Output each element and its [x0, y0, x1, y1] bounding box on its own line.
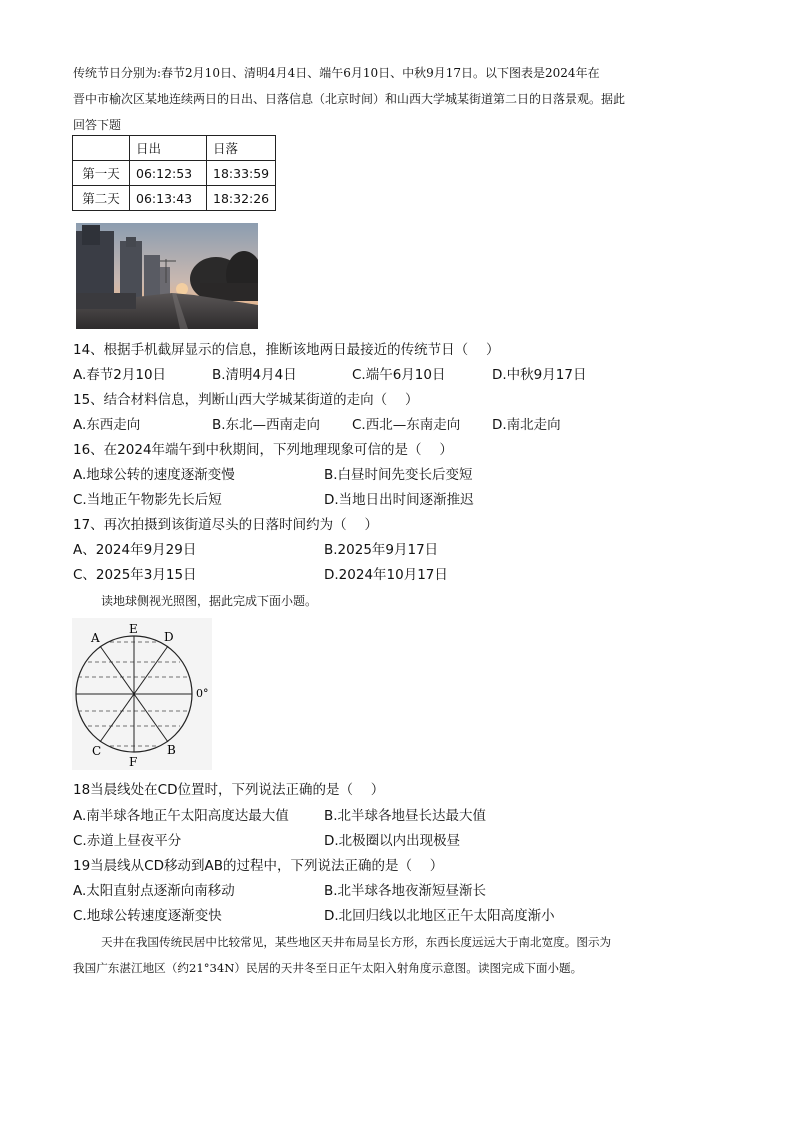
option: B.北半球各地夜渐短昼渐长 [324, 883, 487, 899]
option: C.当地正午物影先长后短 [73, 492, 222, 508]
intro-paragraph-1 [73, 60, 723, 138]
table-cell-sunrise: 06:13:43 [130, 186, 207, 211]
sunset-street-photo [76, 223, 258, 329]
option: A.地球公转的速度逐渐变慢 [73, 467, 235, 483]
table-header-cell: 日落 [207, 136, 276, 161]
intro-paragraph-3 [73, 929, 723, 981]
label-B: B [167, 743, 176, 757]
question-19 [73, 856, 443, 876]
option: D.北回归线以北地区正午太阳高度渐小 [324, 908, 555, 924]
table-header-cell [73, 136, 130, 161]
intro3-line-1: 天井在我国传统民居中比较常见，某些地区天井布局呈长方形，东西长度远远大于南北宽度。图示为 [101, 935, 612, 949]
option: A.太阳直射点逐渐向南移动 [73, 883, 235, 899]
question-14 [73, 340, 499, 360]
option: D.中秋9月17日 [492, 367, 587, 383]
intro3-line-2: 我国广东湛江地区（约21°34N）民居的天井冬至日正午太阳入射角度示意图。读图完成下面小题。 [73, 961, 583, 975]
option: D.当地日出时间逐渐推迟 [324, 492, 474, 508]
option: A.东西走向 [73, 417, 141, 433]
option: B.白昼时间先变长后变短 [324, 467, 473, 483]
option: A.春节2月10日 [73, 367, 167, 383]
question-stem: 14、根据手机截屏显示的信息，推断该地两日最接近的传统节日（ ） [73, 342, 500, 358]
intro-line-1: 传统节日分别为:春节2月10日、清明4月4日、端午6月10日、中秋9月17日。以下图表是2024年在 [73, 66, 600, 80]
label-D: D [164, 630, 174, 644]
intro-paragraph-2: 读地球侧视光照图，据此完成下面小题。 [101, 594, 318, 608]
option: C.地球公转速度逐渐变快 [73, 908, 222, 924]
table-row [73, 161, 276, 186]
option: A.南半球各地正午太阳高度达最大值 [73, 808, 289, 824]
option: D.2024年10月17日 [324, 567, 448, 583]
option: C.赤道上昼夜平分 [73, 833, 182, 849]
option: B.北半球各地昼长达最大值 [324, 808, 487, 824]
sunrise-sunset-table [72, 135, 276, 211]
label-C: C [92, 744, 102, 758]
question-18 [73, 780, 384, 800]
label-F: F [129, 755, 138, 769]
question-stem: 19当晨线从CD移动到AB的过程中，下列说法正确的是（ ） [73, 858, 444, 874]
label-E: E [129, 622, 138, 636]
table-cell-day: 第一天 [73, 161, 130, 186]
option: A、2024年9月29日 [73, 542, 197, 558]
option: D.南北走向 [492, 417, 561, 433]
intro-line-3: 回答下题 [73, 118, 122, 132]
photo-illustration [76, 223, 258, 329]
option: C.端午6月10日 [352, 367, 446, 383]
earth-illumination-diagram [72, 618, 212, 770]
question-15 [73, 390, 418, 410]
table-cell-day: 第二天 [73, 186, 130, 211]
label-equator: 0° [196, 687, 209, 700]
option: D.北极圈以内出现极昼 [324, 833, 461, 849]
diagram-svg [72, 618, 212, 770]
question-stem: 15、结合材料信息，判断山西大学城某街道的走向（ ） [73, 392, 419, 408]
question-17 [73, 515, 378, 535]
option: B.东北—西南走向 [212, 417, 321, 433]
table-cell-sunset: 18:32:26 [207, 186, 276, 211]
table-cell-sunset: 18:33:59 [207, 161, 276, 186]
table-header-row [73, 136, 276, 161]
table-row [73, 186, 276, 211]
option: C.西北—东南走向 [352, 417, 461, 433]
table-cell-sunrise: 06:12:53 [130, 161, 207, 186]
question-16 [73, 440, 453, 460]
option: B.清明4月4日 [212, 367, 297, 383]
question-stem: 18当晨线处在CD位置时，下列说法正确的是（ ） [73, 782, 385, 798]
question-stem: 16、在2024年端午到中秋期间，下列地理现象可信的是（ ） [73, 442, 453, 458]
intro-line-2: 晋中市榆次区某地连续两日的日出、日落信息（北京时间）和山西大学城某街道第二日的日落景观。据此 [73, 92, 626, 106]
question-stem: 17、再次拍摄到该街道尽头的日落时间约为（ ） [73, 517, 378, 533]
table-header-cell: 日出 [130, 136, 207, 161]
option: B.2025年9月17日 [324, 542, 439, 558]
label-A: A [91, 631, 100, 645]
option: C、2025年3月15日 [73, 567, 197, 583]
